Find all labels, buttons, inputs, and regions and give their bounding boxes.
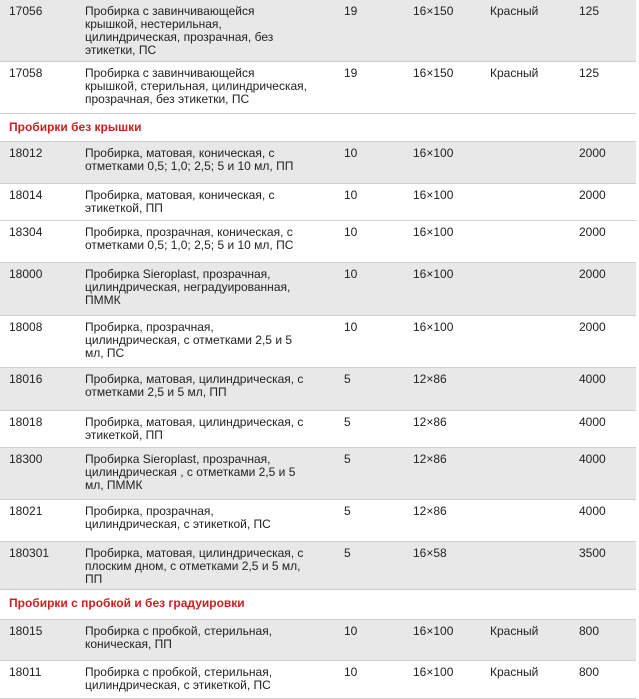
cap-color: Красный [490,624,539,638]
volume-ml: 10 [344,624,358,638]
section-title: Пробирки без крышки [9,120,142,134]
dimensions: 12×86 [413,452,447,466]
dimensions: 16×100 [413,225,454,239]
product-description [85,625,335,651]
article-number: 17056 [9,4,43,18]
product-description [85,416,335,442]
description-line: Пробирка с пробкой, стерильная, [85,665,273,679]
product-description [85,189,335,215]
product-description [85,547,335,586]
description-line: этикеткой, ПП [85,428,163,442]
package-quantity: 4000 [579,504,606,518]
volume-ml: 5 [344,452,351,466]
table-row [0,221,636,263]
section-header [0,114,636,142]
section-header [0,590,636,620]
table-row [0,184,636,221]
article-number: 17058 [9,66,43,80]
product-description [85,321,335,360]
description-line: крышкой, стерильная, цилиндрическая, [85,79,307,93]
description-line: отметками 0,5; 1,0; 2,5; 5 и 10 мл, ПС [85,238,294,252]
volume-ml: 5 [344,504,351,518]
table-row [0,62,636,114]
description-line: мл, ПММК [85,478,143,492]
dimensions: 16×100 [413,624,454,638]
volume-ml: 5 [344,372,351,386]
article-number: 180301 [9,546,50,560]
package-quantity: 4000 [579,452,606,466]
dimensions: 12×86 [413,504,447,518]
dimensions: 16×150 [413,66,454,80]
product-description [85,268,335,307]
dimensions: 16×100 [413,146,454,160]
product-description [85,666,335,692]
description-line: Пробирка, прозрачная, [85,504,214,518]
article-number: 18016 [9,372,43,386]
package-quantity: 2000 [579,146,606,160]
table-row [0,263,636,316]
cap-color: Красный [490,66,539,80]
article-number: 18018 [9,415,43,429]
description-line: цилиндрическая, неградуированная, [85,280,291,294]
dimensions: 16×150 [413,4,454,18]
description-line: ПММК [85,293,121,307]
description-line: плоским дном, с отметками 2,5 и 5 мл, [85,559,301,573]
description-line: цилиндрическая, прозрачная, без [85,30,274,44]
package-quantity: 125 [579,4,600,18]
product-description [85,373,335,399]
package-quantity: 125 [579,66,600,80]
dimensions: 16×100 [413,188,454,202]
article-number: 18014 [9,188,43,202]
description-line: Пробирка, матовая, коническая, с [85,188,275,202]
description-line: этикетки, ПС [85,43,157,57]
package-quantity: 4000 [579,372,606,386]
table-row [0,500,636,542]
table-row [0,0,636,62]
product-description [85,505,335,531]
description-line: Пробирка с пробкой, стерильная, [85,624,273,638]
product-description [85,67,335,106]
description-line: Пробирка с завинчивающейся [85,4,255,18]
product-description [85,226,335,252]
package-quantity: 800 [579,624,600,638]
dimensions: 16×100 [413,665,454,679]
article-number: 18011 [9,665,42,679]
dimensions: 16×58 [413,546,447,560]
dimensions: 12×86 [413,372,447,386]
section-title: Пробирки с пробкой и без градуировки [9,596,245,610]
cap-color: Красный [490,665,539,679]
table-row [0,142,636,184]
volume-ml: 10 [344,665,358,679]
description-line: прозрачная, без этикетки, ПС [85,92,250,106]
description-line: цилиндрическая , с отметками 2,5 и 5 [85,465,296,479]
article-number: 18000 [9,267,43,281]
description-line: крышкой, нестерильная, [85,17,222,31]
description-line: этикеткой, ПП [85,201,163,215]
package-quantity: 3500 [579,546,606,560]
volume-ml: 10 [344,225,358,239]
cap-color: Красный [490,4,539,18]
article-number: 18304 [9,225,43,239]
package-quantity: 2000 [579,225,606,239]
description-line: отметками 0,5; 1,0; 2,5; 5 и 10 мл, ПП [85,159,294,173]
table-row [0,661,636,699]
volume-ml: 19 [344,4,358,18]
description-line: ПП [85,572,103,586]
volume-ml: 10 [344,146,358,160]
description-line: Пробирка, матовая, цилиндрическая, с [85,546,304,560]
table-row [0,316,636,368]
dimensions: 12×86 [413,415,447,429]
volume-ml: 10 [344,320,358,334]
description-line: Пробирка Sieroplast, прозрачная, [85,267,271,281]
description-line: цилиндрическая, с отметками 2,5 и 5 [85,333,293,347]
description-line: коническая, ПП [85,637,172,651]
table-row [0,620,636,661]
description-line: цилиндрическая, с этикеткой, ПС [85,678,271,692]
article-number: 18021 [9,504,43,518]
description-line: Пробирка, прозрачная, [85,320,214,334]
description-line: мл, ПС [85,346,125,360]
description-line: Пробирка с завинчивающейся [85,66,255,80]
package-quantity: 4000 [579,415,606,429]
description-line: Пробирка Sieroplast, прозрачная, [85,452,271,466]
description-line: Пробирка, матовая, коническая, с [85,146,275,160]
table-row [0,542,636,590]
product-description [85,5,335,57]
package-quantity: 2000 [579,267,606,281]
table-row [0,448,636,500]
volume-ml: 5 [344,546,351,560]
dimensions: 16×100 [413,320,454,334]
description-line: Пробирка, прозрачная, коническая, с [85,225,293,239]
table-row [0,368,636,411]
volume-ml: 10 [344,267,358,281]
article-number: 18015 [9,624,43,638]
description-line: цилиндрическая, с этикеткой, ПС [85,517,271,531]
article-number: 18012 [9,146,43,160]
volume-ml: 19 [344,66,358,80]
package-quantity: 800 [579,665,600,679]
volume-ml: 10 [344,188,358,202]
description-line: Пробирка, матовая, цилиндрическая, с [85,372,304,386]
product-description [85,147,335,173]
package-quantity: 2000 [579,188,606,202]
volume-ml: 5 [344,415,351,429]
package-quantity: 2000 [579,320,606,334]
article-number: 18300 [9,452,43,466]
product-description [85,453,335,492]
article-number: 18008 [9,320,43,334]
dimensions: 16×100 [413,267,454,281]
table-row [0,411,636,448]
description-line: отметками 2,5 и 5 мл, ПП [85,385,227,399]
description-line: Пробирка, матовая, цилиндрическая, с [85,415,304,429]
